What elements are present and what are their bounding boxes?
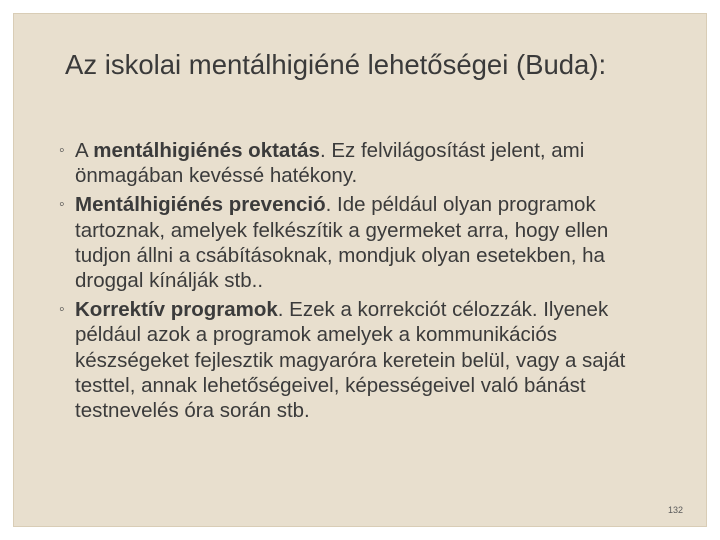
bullet-icon: ◦ <box>59 142 65 159</box>
bullet-term: mentálhigiénés oktatás <box>93 139 320 162</box>
page-number: 132 <box>667 505 683 515</box>
slide <box>13 13 707 527</box>
bullet-icon: ◦ <box>59 301 65 319</box>
bullet-item-prevention <box>59 192 669 293</box>
bullet-term: Korrektív programok <box>75 298 278 322</box>
slide-title: Az iskolai mentálhigiéné lehetőségei (Buda): <box>65 49 607 80</box>
bullet-text: . Ez felvilágosítást jelent, ami önmagában kevéssé hatékony. <box>75 139 585 188</box>
bullet-text: . Ezek a korrekciót célozzák. Ilyenek például azok a programok amelyek a kommunikációs készségeket fejlesztik magyaróra keretein belül, vagy a saját testtel, annak lehetőségeivel, képességeivel való bánást testnevelés óra során stb. <box>75 298 626 423</box>
bullet-lead: A <box>75 139 94 162</box>
bullet-text: . Ide például olyan programok tartoznak, amelyek felkészítik a gyermeket arra, hogy ellen tudjon állni a csábításoknak, mondjuk olyan esetekben, ha droggal kínálják stb.. <box>75 193 609 293</box>
bullet-list <box>59 138 669 427</box>
bullet-term: Mentálhigiénés prevenció <box>75 193 326 217</box>
bullet-item-corrective <box>59 297 669 423</box>
bullet-item-education <box>59 138 669 188</box>
bullet-icon: ◦ <box>59 196 65 214</box>
